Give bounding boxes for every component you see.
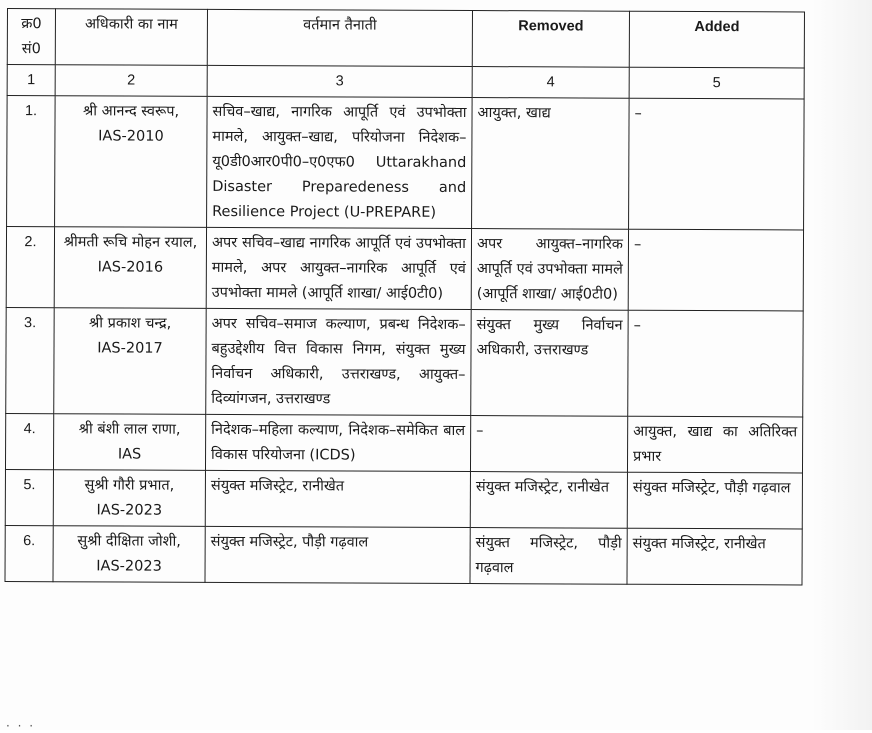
added-cell: आयुक्त, खाद्य का अतिरिक्त प्रभार [627,416,802,473]
current-posting-cell: सचिव–खाद्य, नागरिक आपूर्ति एवं उपभोक्ता मामले, आयुक्त–खाद्य, परियोजना निदेशक–यू0डी0आर0पी0–ए0एफ0 Uttarakhand Disaster Preparedeness and Resilience Project (U-PREPARE) [207,96,473,228]
removed-cell: संयुक्त मजिस्ट्रेट, रानीखेत [470,472,627,529]
header-current-posting: वर्तमान तैनाती [207,9,472,66]
current-posting-cell: अपर सचिव–समाज कल्याण, प्रबन्ध निदेशक– बहुउद्देशीय वित्त विकास निगम, संयुक्त मुख्य निर्वाचन अधिकारी, उत्तराखण्ड, आयुक्त–दिव्यांगजन, उत्तराखण्ड [206,308,471,415]
officer-cell [53,414,205,471]
current-posting-cell: संयुक्त मजिस्ट्रेट, रानीखेत [205,470,470,527]
officer-cell [55,96,208,228]
table-row [6,307,803,416]
row-sno: 2. [6,227,54,308]
column-number: 5 [629,67,804,99]
table-row [5,413,802,472]
removed-cell: आयुक्त, खाद्य [472,98,630,230]
current-posting-cell: निदेशक–महिला कल्याण, निदेशक–समेकित बाल विकास परियोजना (ICDS) [205,414,470,471]
officer-batch: IAS-2016 [97,259,164,276]
row-sno: 5. [5,469,53,525]
officer-name: सुश्री गौरी प्रभात, [84,477,175,494]
officer-name: सुश्री दीक्षिता जोशी, [77,533,181,550]
added-cell: – [628,310,803,417]
column-number: 1 [7,65,55,96]
removed-cell: संयुक्त मुख्य निर्वाचन अधिकारी, उत्तराखण्ड [471,310,628,417]
added-cell: – [629,98,805,230]
current-posting-cell: संयुक्त मजिस्ट्रेट, पौड़ी गढ़वाल [205,526,470,583]
officer-batch: IAS-2023 [96,502,163,519]
column-number: 4 [472,67,629,99]
column-number: 3 [207,65,472,97]
officer-batch: IAS [117,446,142,463]
officer-cell [54,308,206,415]
officer-cell [54,227,206,309]
officer-cell [53,526,205,583]
officer-name: श्री आनन्द स्वरूप, [82,103,180,120]
column-number-row [7,65,804,99]
added-cell: – [628,229,803,311]
table-row [5,469,802,528]
transfer-table [4,8,804,585]
table-row [5,525,802,584]
current-posting-cell: अपर सचिव–खाद्य नागरिक आपूर्ति एवं उपभोक्ता मामले, अपर आयुक्त–नागरिक आपूर्ति एवं उपभोक्ता मामले (आपूर्ति शाखा/ आई0टी0) [206,227,471,309]
added-cell: संयुक्त मजिस्ट्रेट, रानीखेत [627,528,802,585]
officer-name: श्री प्रकाश चन्द्र, [88,315,172,332]
added-cell: संयुक्त मजिस्ट्रेट, पौड़ी गढ़वाल [627,472,802,529]
row-sno: 6. [5,525,53,581]
row-sno: 3. [6,307,54,413]
removed-cell: – [470,416,627,473]
cut-off-text-fragment: · · · [6,719,36,733]
officer-batch: IAS-2017 [97,340,163,357]
officer-batch: IAS-2023 [96,558,162,575]
column-number: 2 [55,65,207,97]
table-row [7,96,805,230]
header-removed: Removed [472,11,629,68]
table-row [6,227,803,311]
removed-cell: संयुक्त मजिस्ट्रेट, पौड़ी गढ़वाल [470,528,627,585]
header-row [7,9,804,68]
officer-name: श्रीमती रूचि मोहन रयाल, [63,234,198,251]
officer-name: श्री बंशी लाल राणा, [78,421,181,438]
header-added: Added [629,11,804,68]
scan-edge-shadow [812,0,872,730]
row-sno: 1. [7,96,56,227]
officer-batch: IAS-2010 [98,128,164,145]
row-sno: 4. [5,413,53,469]
officer-cell [53,470,205,527]
header-sno: क्र0 सं0 [7,9,55,65]
removed-cell: अपर आयुक्त–नागरिक आपूर्ति एवं उपभोक्ता मामले (आपूर्ति शाखा/ आई0टी0) [471,229,628,311]
header-officer-name: अधिकारी का नाम [55,9,207,66]
